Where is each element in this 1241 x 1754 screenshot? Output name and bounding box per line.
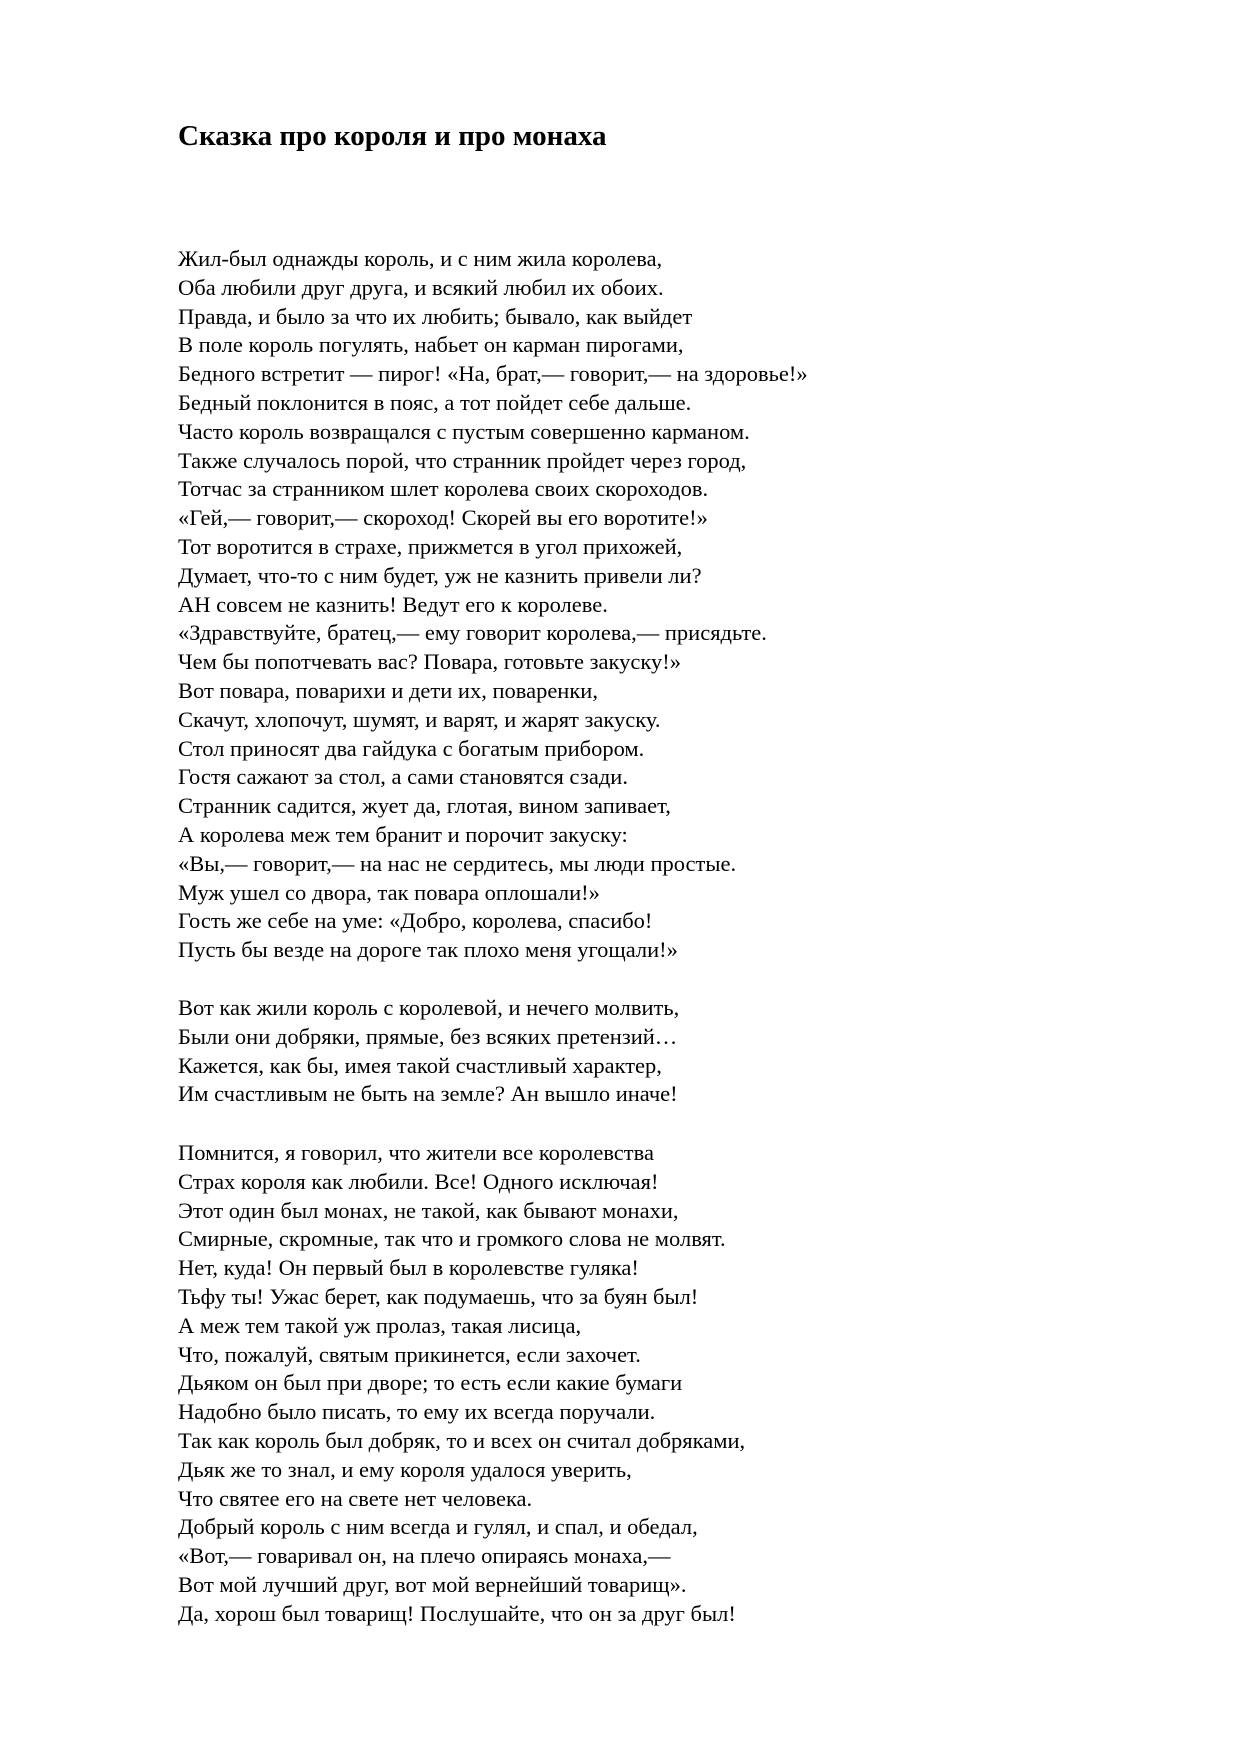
poem-line: Муж ушел со двора, так повара оплошали!» [178, 879, 600, 905]
poem-line: Добрый король с ним всегда и гулял, и спал, и обедал, [178, 1514, 698, 1540]
poem-line: Страх короля как любили. Все! Одного исключая! [178, 1168, 659, 1194]
poem-line: Дьяк же то знал, и ему короля удалося уверить, [178, 1456, 632, 1482]
poem-line: Что, пожалуй, святым прикинется, если захочет. [178, 1341, 641, 1367]
poem-line: Гостя сажают за стол, а сами становятся сзади. [178, 764, 628, 790]
poem-line: Думает, что-то с ним будет, уж не казнить привели ли? [178, 562, 702, 588]
poem-line: Жил-был однажды король, и с ним жила королева, [178, 246, 663, 271]
poem-line: Также случалось порой, что странник пройдет через город, [178, 447, 747, 473]
poem-line: Часто король возвращался с пустым совершенно карманом. [178, 418, 750, 444]
poem-line: «Вы,— говорит,— на нас не сердитесь, мы люди простые. [178, 850, 737, 876]
poem-line: Да, хорош был товарищ! Послушайте, что он за друг был! [178, 1600, 736, 1626]
poem-line: Бедный поклонится в пояс, а тот пойдет себе дальше. [178, 389, 692, 415]
poem-line: Чем бы попотчевать вас? Повара, готовьте закуску!» [178, 649, 681, 675]
poem-line: АН совсем не казнить! Ведут его к королеве. [178, 591, 608, 617]
poem-line: Этот один был монах, не такой, как бывают монахи, [178, 1197, 679, 1223]
poem-line: Надобно было писать, то ему их всегда поручали. [178, 1399, 656, 1425]
poem-title: Сказка про короля и про монаха [178, 120, 607, 152]
poem-line: Оба любили друг друга, и всякий любил их обоих. [178, 274, 664, 300]
poem-line: Им счастливым не быть на земле? Ан вышло иначе! [178, 1081, 678, 1107]
poem-line: Тот воротится в страхе, прижмется в угол прихожей, [178, 533, 683, 559]
stanza-2 [178, 994, 679, 1109]
poem-line: Помнится, я говорил, что жители все королевства [178, 1140, 654, 1165]
poem-line: Странник садится, жует да, глотая, вином запивает, [178, 793, 671, 819]
poem-line: А меж тем такой уж пролаз, такая лисица, [178, 1312, 582, 1338]
poem-line: Нет, куда! Он первый был в королевстве гуляка! [178, 1255, 639, 1281]
poem-line: Вот как жили король с королевой, и нечего молвить, [178, 995, 680, 1020]
poem-line: А королева меж тем бранит и порочит закуску: [178, 821, 628, 847]
poem-line: Гость же себе на уме: «Добро, королева, спасибо! [178, 908, 653, 934]
poem-line: Скачут, хлопочут, шумят, и варят, и жарят закуску. [178, 706, 661, 732]
poem-line: Кажется, как бы, имея такой счастливый характер, [178, 1052, 662, 1078]
poem-line: «Вот,— говаривал он, на плечо опираясь монаха,— [178, 1543, 671, 1569]
poem-line: Правда, и было за что их любить; бывало, как выйдет [178, 303, 693, 329]
poem-line: Дьяком он был при дворе; то есть если какие бумаги [178, 1370, 683, 1396]
poem-line: «Здравствуйте, братец,— ему говорит королева,— присядьте. [178, 620, 767, 646]
poem-line: Так как король был добряк, то и всех он считал добряками, [178, 1427, 746, 1453]
poem-line: Вот повара, поварихи и дети их, поваренки, [178, 677, 598, 703]
poem-line: Стол приносят два гайдука с богатым прибором. [178, 735, 645, 761]
poem-line: Тьфу ты! Ужас берет, как подумаешь, что за буян был! [178, 1283, 699, 1309]
poem-line: Бедного встретит — пирог! «На, брат,— говорит,— на здоровье!» [178, 361, 808, 387]
poem-line: «Гей,— говорит,— скороход! Скорей вы его воротите!» [178, 505, 708, 531]
stanza-3 [178, 1139, 745, 1629]
poem-line: Вот мой лучший друг, вот мой вернейший товарищ». [178, 1571, 687, 1597]
poem-line: Что святее его на свете нет человека. [178, 1485, 533, 1511]
poem-line: Пусть бы везде на дороге так плохо меня угощали!» [178, 937, 678, 963]
poem-line: Тотчас за странником шлет королева своих скороходов. [178, 476, 709, 502]
poem-line: Смирные, скромные, так что и громкого слова не молвят. [178, 1226, 726, 1252]
poem-line: В поле король погулять, набьет он карман пирогами, [178, 332, 684, 358]
poem-line: Были они добряки, прямые, без всяких претензий… [178, 1023, 678, 1049]
stanza-1 [178, 245, 808, 965]
